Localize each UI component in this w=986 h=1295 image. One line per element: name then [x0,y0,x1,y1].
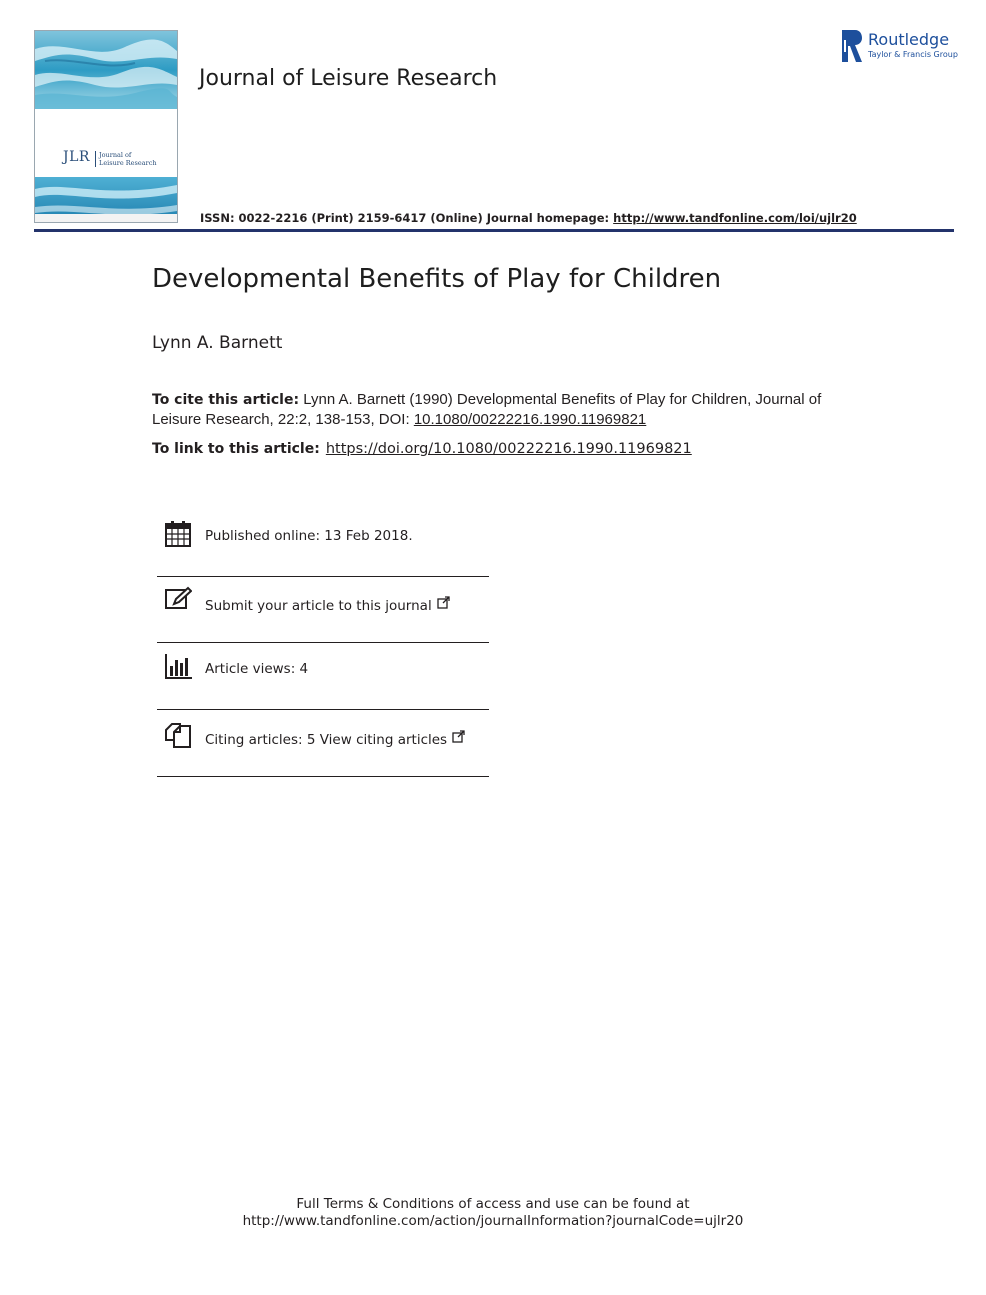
cover-waves-image [35,31,177,109]
cite-text: Lynn A. Barnett (1990) Developmental Benefits of Play for Children, Journal of Leisure Research, 22:2, 138-153, DOI: [152,391,822,428]
cover-subtitle-line1: Journal of [99,151,132,159]
terms-footer [0,1196,986,1230]
terms-url[interactable]: http://www.tandfonline.com/action/journalInformation?journalCode=ujlr20 [242,1213,744,1229]
publisher-group: Taylor & Francis Group [868,50,958,59]
article-views: Article views: 4 [205,661,309,677]
bar-chart-icon [164,652,192,680]
journal-title[interactable]: Journal of Leisure Research [199,66,498,91]
published-row [157,518,489,558]
calendar-icon [164,520,192,548]
submit-label: Submit your article to this journal [205,598,432,614]
link-label: To link to this article: [152,441,320,457]
article-link-line [152,441,692,457]
issn-line [200,211,857,225]
citing-label: Citing articles: 5 View citing articles [205,732,448,748]
routledge-r-icon [842,30,862,62]
submit-row[interactable] [157,584,489,634]
journal-cover [34,30,178,223]
article-title: Developmental Benefits of Play for Children [152,264,722,294]
row-divider [157,576,489,577]
cover-subtitle-line2: Leisure Research [99,159,157,167]
external-link-icon [452,730,465,743]
journal-homepage-link[interactable]: http://www.tandfonline.com/loi/ujlr20 [613,211,857,225]
terms-line: Full Terms & Conditions of access and use can be found at [296,1196,690,1212]
cite-doi-link[interactable]: 10.1080/00222216.1990.11969821 [413,411,647,428]
publisher-name: Routledge [868,30,950,49]
publisher-logo[interactable] [842,30,962,64]
external-link-icon [437,596,450,609]
citation-block [152,390,852,429]
cover-title-panel [35,109,177,179]
citing-articles-link[interactable] [205,730,465,748]
cover-subtitle [95,151,157,167]
row-divider [157,642,489,643]
article-doi-link[interactable]: https://doi.org/10.1080/00222216.1990.11969821 [325,441,692,457]
published-date: Published online: 13 Feb 2018. [205,528,413,544]
cover-abbrev: JLR [63,149,90,165]
header-divider [34,229,954,232]
submit-article-link[interactable] [205,596,450,614]
issn-text: ISSN: 0022-2216 (Print) 2159-6417 (Online) Journal homepage: [200,211,614,225]
edit-icon [164,586,192,614]
row-divider [157,776,489,777]
article-author: Lynn A. Barnett [152,333,283,353]
views-row [157,650,489,700]
citing-row[interactable] [157,718,489,768]
row-divider [157,709,489,710]
citing-articles-icon [164,720,192,748]
cover-footer-strip [35,214,177,222]
cite-label: To cite this article: [152,392,300,408]
